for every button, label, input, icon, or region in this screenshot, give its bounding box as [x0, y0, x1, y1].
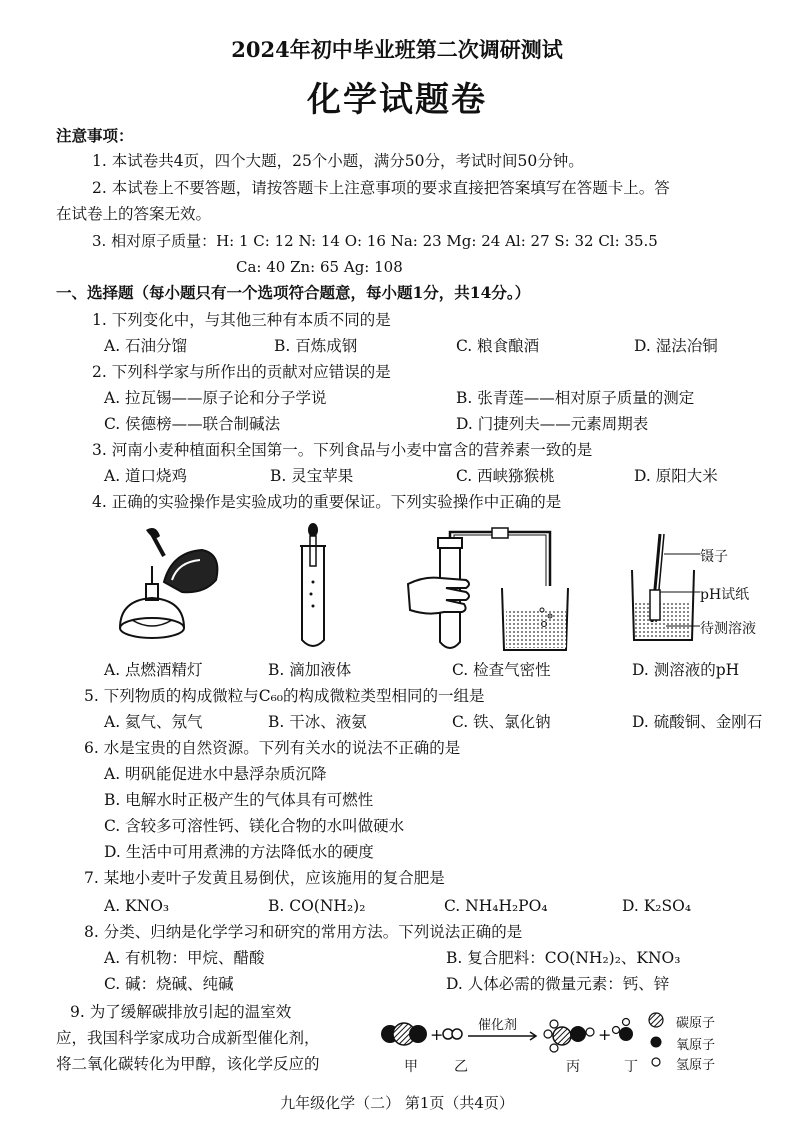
page-footer: 九年级化学（二） 第1页（共4页） [280, 1094, 514, 1112]
q5-option-b: B. 干冰、液氨 [268, 713, 367, 731]
q8-stem: 8. 分类、归纳是化学学习和研究的常用方法。下列说法正确的是 [84, 923, 523, 941]
test-tube-dropper-figure [296, 522, 330, 652]
q1-option-d: D. 湿法冶铜 [634, 337, 718, 355]
ph-test-figure [626, 530, 706, 644]
legend-oxygen-atom: 氧原子 [676, 1038, 716, 1053]
q2-option-a: A. 拉瓦锡——原子论和分子学说 [104, 389, 327, 407]
q4-option-b: B. 滴加液体 [268, 661, 352, 679]
label-test-solution: 待测溶液 [700, 621, 756, 637]
note-2-line-1: 2. 本试卷上不要答题，请按答题卡上注意事项的要求直接把答案填写在答题卡上。答 [92, 179, 670, 197]
q4-option-d: D. 测溶液的pH [632, 661, 740, 679]
q9-line-2: 应，我国科学家成功合成新型催化剂， [56, 1029, 320, 1047]
q8-option-b: B. 复合肥料：CO(NH₂)₂、KNO₃ [446, 949, 681, 967]
catalyst-label: 催化剂 [478, 1018, 518, 1033]
q4-option-a: A. 点燃酒精灯 [104, 661, 203, 679]
q5-option-d: D. 硫酸铜、金刚石 [632, 713, 763, 731]
q7-option-b: B. CO(NH₂)₂ [268, 897, 366, 915]
airtightness-check-figure [404, 526, 574, 656]
q8-option-c: C. 碱：烧碱、纯碱 [104, 975, 234, 993]
q3-option-a: A. 道口烧鸡 [104, 467, 188, 485]
label-yi: 乙 [454, 1059, 468, 1075]
q8-option-d: D. 人体必需的微量元素：钙、锌 [446, 975, 670, 993]
q6-stem: 6. 水是宝贵的自然资源。下列有关水的说法不正确的是 [84, 739, 461, 757]
q5-option-c: C. 铁、氯化钠 [452, 713, 551, 731]
label-jia: 甲 [404, 1059, 418, 1075]
q1-option-b: B. 百炼成钢 [274, 337, 358, 355]
q6-option-d: D. 生活中可用煮沸的方法降低水的硬度 [104, 843, 374, 861]
q1-stem: 1. 下列变化中，与其他三种有本质不同的是 [92, 311, 391, 329]
q3-option-c: C. 西峡猕猴桃 [456, 467, 555, 485]
note-1: 1. 本试卷共4页，四个大题，25个小题，满分50分，考试时间50分钟。 [92, 152, 584, 170]
label-tweezers: 镊子 [700, 549, 728, 565]
exam-title: 2024年初中毕业班第二次调研测试 [231, 37, 563, 62]
q9-line-1: 9. 为了缓解碳排放引起的温室效 [70, 1003, 292, 1021]
q7-option-d: D. K₂SO₄ [622, 897, 692, 915]
q3-option-d: D. 原阳大米 [634, 467, 718, 485]
q7-stem: 7. 某地小麦叶子发黄且易倒伏，应该施用的复合肥是 [84, 869, 445, 887]
label-ph-paper: pH试纸 [700, 587, 750, 603]
label-bing: 丙 [566, 1059, 580, 1075]
q7-option-a: A. KNO₃ [104, 897, 170, 915]
legend-carbon-atom: 碳原子 [676, 1016, 716, 1031]
q6-option-b: B. 电解水时正极产生的气体具有可燃性 [104, 791, 374, 809]
jia-oxygen-atom-2 [409, 1025, 427, 1043]
q1-option-a: A. 石油分馏 [104, 337, 188, 355]
alcohol-lamp-lighting-figure [112, 522, 230, 650]
q2-option-d: D. 门捷列夫——元素周期表 [456, 415, 649, 433]
exam-subject-title: 化学试题卷 [307, 80, 487, 120]
q6-option-c: C. 含较多可溶性钙、镁化合物的水叫做硬水 [104, 817, 405, 835]
q3-option-b: B. 灵宝苹果 [270, 467, 354, 485]
notes-heading: 注意事项： [56, 126, 134, 145]
q2-option-b: B. 张青莲——相对原子质量的测定 [456, 389, 695, 407]
svg-text:+: + [430, 1025, 444, 1044]
svg-text:+: + [598, 1025, 612, 1044]
q2-option-c: C. 侯德榜——联合制碱法 [104, 415, 281, 433]
q4-option-c: C. 检查气密性 [452, 661, 551, 679]
note-2-line-2: 在试卷上的答案无效。 [56, 205, 212, 223]
note-3-line-1: 3. 相对原子质量：H: 1 C: 12 N: 14 O: 16 Na: 23 Mg: 24 Al: 27 S: 32 Cl: 35.5 [92, 232, 658, 250]
q4-stem: 4. 正确的实验操作是实验成功的重要保证。下列实验操作中正确的是 [92, 493, 562, 511]
label-ding: 丁 [624, 1059, 638, 1075]
q3-stem: 3. 河南小麦种植面积全国第一。下列食品与小麦中富含的营养素一致的是 [92, 441, 593, 459]
q9-line-3: 将二氧化碳转化为甲醇，该化学反应的 [56, 1055, 320, 1073]
q2-stem: 2. 下列科学家与所作出的贡献对应错误的是 [92, 363, 391, 381]
legend-hydrogen-atom: 氢原子 [676, 1058, 716, 1073]
q7-option-c: C. NH₄H₂PO₄ [444, 897, 548, 915]
q6-option-a: A. 明矾能促进水中悬浮杂质沉降 [104, 765, 327, 783]
note-3-line-2: Ca: 40 Zn: 65 Ag: 108 [236, 258, 403, 276]
q5-option-a: A. 氦气、氖气 [104, 713, 203, 731]
q8-option-a: A. 有机物：甲烷、醋酸 [104, 949, 265, 967]
q5-stem: 5. 下列物质的构成微粒与C₆₀的构成微粒类型相同的一组是 [84, 687, 485, 705]
section-1-heading: 一、选择题（每小题只有一个选项符合题意，每小题1分，共14分。） [56, 283, 531, 302]
q1-option-c: C. 粮食酿酒 [456, 337, 540, 355]
